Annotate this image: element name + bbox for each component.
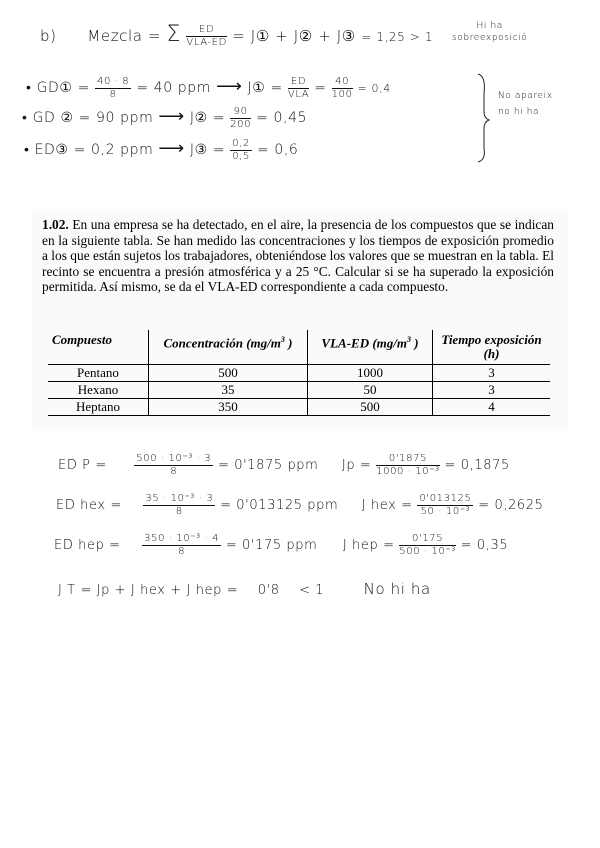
table-row: Hexano 35 50 3 (48, 382, 550, 399)
ed3-label: ED③ (34, 142, 69, 158)
compounds-table (48, 330, 550, 416)
note-line-pentane: ED P = $\frac{\text{500 · 10⁻³ · 3}}{8}$ = 0'1875 ppm Jp = $\frac{0'1875}{\text{1000 · 10⁻³}}$ = 0,1875 (58, 453, 510, 477)
sum-symbol: Σ (166, 22, 182, 47)
gd2-label: GD ② (32, 110, 74, 126)
table-row: Heptano 350 500 4 (48, 399, 550, 416)
mixture-lhs: Mezcla = (87, 27, 162, 45)
problem-block (32, 209, 568, 431)
side-note: No apareix no hi ha (498, 91, 553, 117)
header-concentration: Concentración ($mg/m^3$ ) (149, 330, 308, 365)
gd1-fraction: $\frac{40 \cdot 8}{8}$ (97, 75, 130, 100)
sum-terms: = J① + J② + J③ (232, 27, 356, 45)
part-label: b) (40, 27, 57, 45)
arrow-icon: ⟶ (158, 106, 185, 127)
header-time: Tiempo exposición (h) (433, 330, 551, 365)
note-line-heptane: ED hep = $\frac{\text{350 · 10⁻³ · 4}}{8}$ = 0'175 ppm J hep = $\frac{0'175}{\text{500 · 10⁻³}}$ = 0,35 (54, 533, 509, 557)
note-line-2: • GD ② = 90 ppm ⟶ J② = $\frac{90}{200}$ = 0,45 (22, 105, 308, 130)
note-line-total: J T = Jp + J hex + J hep = 0'8 < 1 No hi ha (58, 580, 431, 598)
mixture-result: = 1,25 > 1 (361, 30, 434, 44)
gd1-label: GD① (36, 80, 73, 96)
table-row: Pentano 500 1000 3 (48, 365, 550, 382)
note-comment-exposure: Hi ha sobreexposició (452, 21, 528, 43)
conclusion: No hi ha (363, 580, 431, 598)
problem-statement (42, 217, 554, 295)
arrow-icon: ⟶ (158, 138, 185, 159)
note-line-hexane: ED hex = $\frac{\text{35 · 10⁻³ · 3}}{8}$ = 0'013125 ppm J hex = $\frac{0'013125}{\text{50 · 10⁻³}}$ = 0,2625 (56, 493, 544, 517)
table-header-row (48, 330, 550, 365)
note-line-1: • GD① = $\frac{40 \cdot 8}{8}$ = 40 ppm ⟶ J① = $\frac{ED}{\text{VLA}}$ = $\frac{40}{100}$ = 0,4 (26, 75, 391, 100)
problem-text: En una empresa se ha detectado, en el aire, la presencia de los compuestos que se indican en la siguiente tabla. Se han medido las concentraciones y los tiempos de exposición promedio a los que están sujetos los trabajadores, obteniéndose los valores que se muestran en la tabla. El recinto se encuentra a presión atmosférica y a 25 °C. Calcular si se ha superado la exposición permitida. Así mismo, se da el VLA-ED correspondiente a cada compuesto. (42, 217, 554, 295)
header-compound: Compuesto (48, 330, 149, 365)
brace-mark (474, 72, 494, 164)
note-line-mixture (40, 22, 433, 48)
sum-fraction: $\frac{ED}{\text{VLA-ED}}$ (186, 24, 227, 48)
arrow-icon: ⟶ (216, 76, 243, 97)
header-vla: VLA-ED ($mg/m^3$ ) (308, 330, 433, 365)
note-line-3: • ED③ = 0,2 ppm ⟶ J③ = $\frac{0,2}{0,5}$ = 0,6 (24, 137, 299, 162)
problem-number: 1.02. (42, 217, 69, 232)
